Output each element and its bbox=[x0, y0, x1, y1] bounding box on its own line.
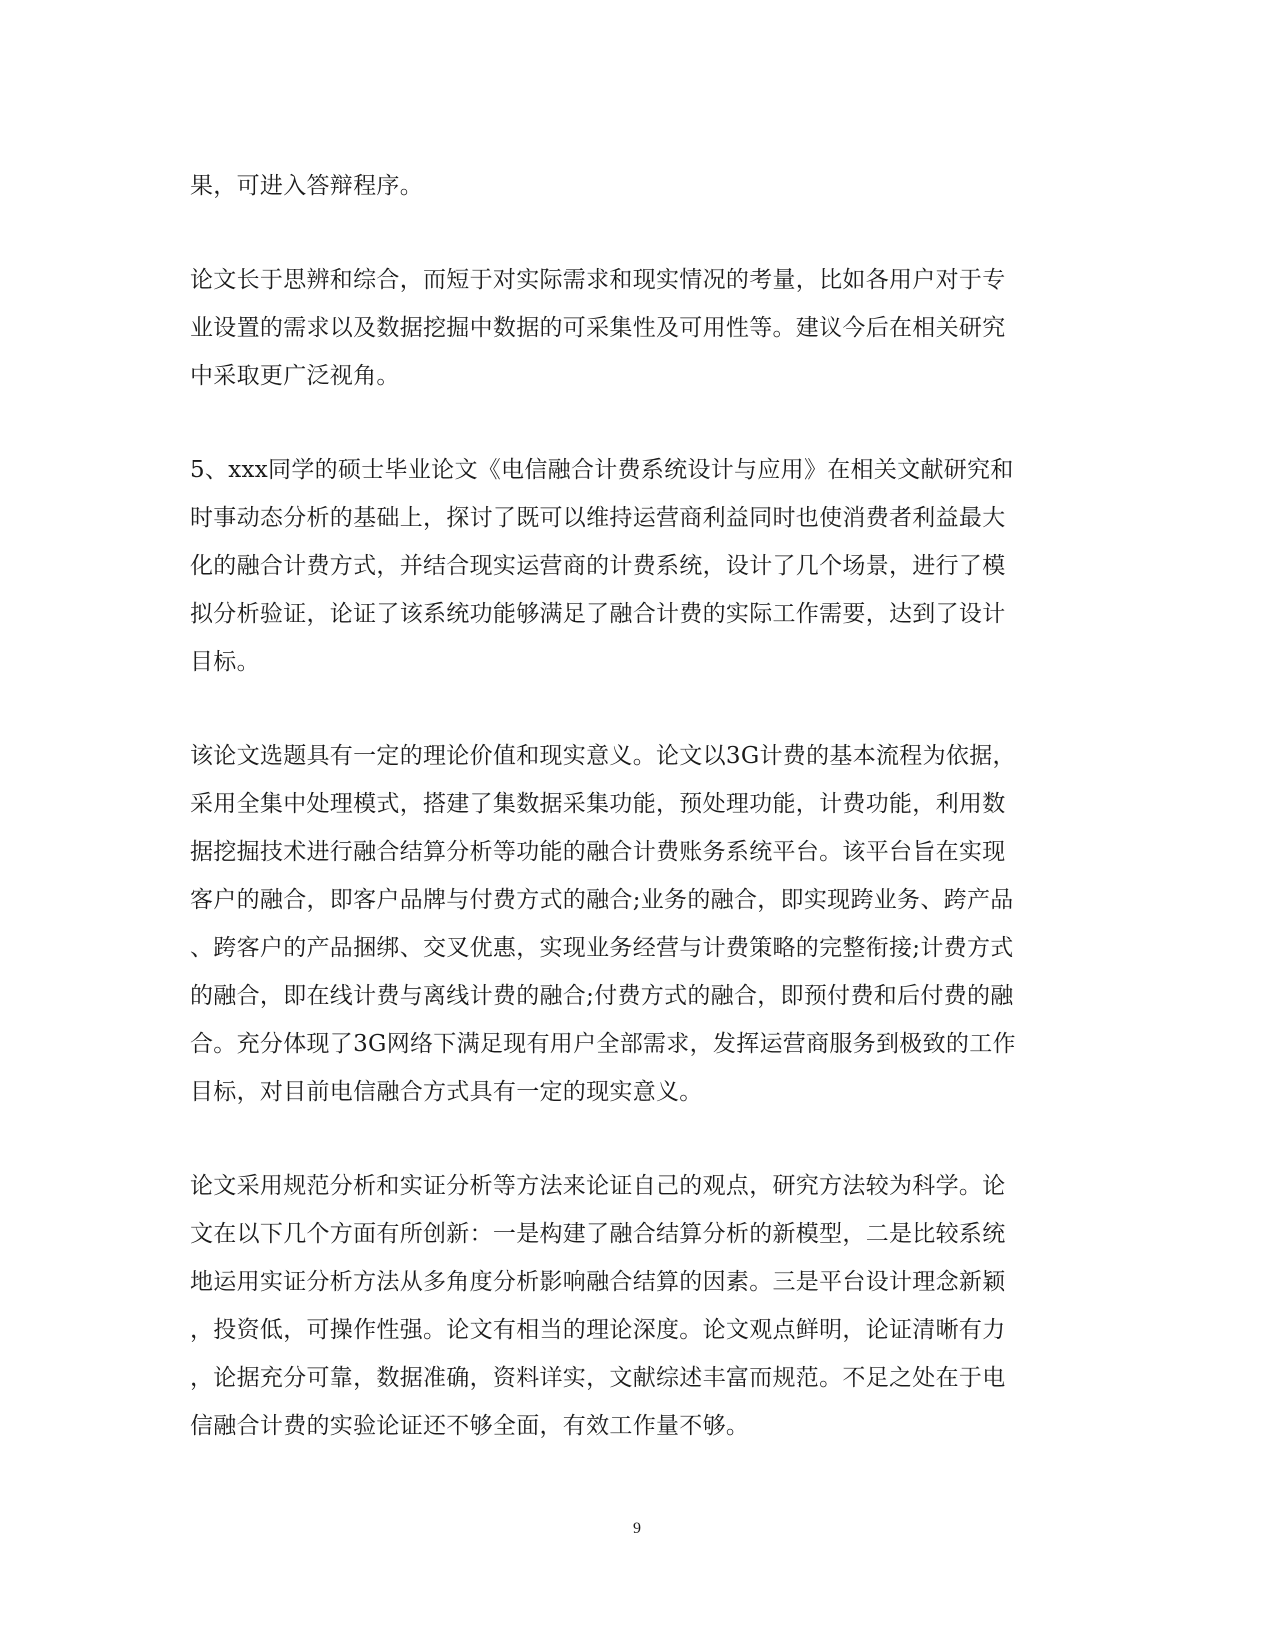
paragraph bbox=[190, 162, 1080, 210]
text-line: 信融合计费的实验论证还不够全面，有效工作量不够。 bbox=[190, 1413, 750, 1439]
paragraph bbox=[190, 1162, 1080, 1450]
text-line: 果，可进入答辩程序。 bbox=[190, 173, 423, 199]
paragraph bbox=[190, 446, 1080, 686]
paragraph bbox=[190, 732, 1080, 1116]
document-body bbox=[190, 162, 1080, 1496]
text-line: 目标，对目前电信融合方式具有一定的现实意义。 bbox=[190, 1079, 703, 1105]
paragraph bbox=[190, 256, 1080, 400]
text-line: 业设置的需求以及数据挖掘中数据的可采集性及可用性等。建议今后在相关研究 bbox=[190, 315, 1006, 341]
text-line: 拟分析验证，论证了该系统功能够满足了融合计费的实际工作需要，达到了设计 bbox=[190, 601, 1006, 627]
text-line: 地运用实证分析方法从多角度分析影响融合结算的因素。三是平台设计理念新颖 bbox=[190, 1269, 1006, 1295]
text-line: 化的融合计费方式，并结合现实运营商的计费系统，设计了几个场景，进行了模 bbox=[190, 553, 1006, 579]
text-line: 文在以下几个方面有所创新：一是构建了融合结算分析的新模型，二是比较系统 bbox=[190, 1221, 1006, 1247]
text-line: 论文采用规范分析和实证分析等方法来论证自己的观点，研究方法较为科学。论 bbox=[190, 1173, 1006, 1199]
text-line: 据挖掘技术进行融合结算分析等功能的融合计费账务系统平台。该平台旨在实现 bbox=[190, 839, 1006, 865]
text-line: ，论据充分可靠，数据准确，资料详实，文献综述丰富而规范。不足之处在于电 bbox=[190, 1365, 1006, 1391]
text-line: 5、xxx同学的硕士毕业论文《电信融合计费系统设计与应用》在相关文献研究和 bbox=[190, 457, 1014, 483]
text-line: 的融合，即在线计费与离线计费的融合;付费方式的融合，即预付费和后付费的融 bbox=[190, 983, 1014, 1009]
text-line: 该论文选题具有一定的理论价值和现实意义。论文以3G计费的基本流程为依据， bbox=[190, 743, 1016, 769]
text-line: 中采取更广泛视角。 bbox=[190, 363, 400, 389]
text-line: 、跨客户的产品捆绑、交叉优惠，实现业务经营与计费策略的完整衔接;计费方式 bbox=[190, 935, 1014, 961]
text-line: 论文长于思辨和综合，而短于对实际需求和现实情况的考量，比如各用户对于专 bbox=[190, 267, 1006, 293]
page-number: 9 bbox=[633, 1520, 641, 1537]
text-line: 目标。 bbox=[190, 649, 260, 675]
text-line: ，投资低，可操作性强。论文有相当的理论深度。论文观点鲜明，论证清晰有力 bbox=[190, 1317, 1006, 1343]
text-line: 时事动态分析的基础上，探讨了既可以维持运营商利益同时也使消费者利益最大 bbox=[190, 505, 1006, 531]
text-line: 客户的融合，即客户品牌与付费方式的融合;业务的融合，即实现跨业务、跨产品 bbox=[190, 887, 1014, 913]
text-line: 采用全集中处理模式，搭建了集数据采集功能，预处理功能，计费功能，利用数 bbox=[190, 791, 1006, 817]
text-line: 合。充分体现了3G网络下满足现有用户全部需求，发挥运营商服务到极致的工作 bbox=[190, 1031, 1016, 1057]
